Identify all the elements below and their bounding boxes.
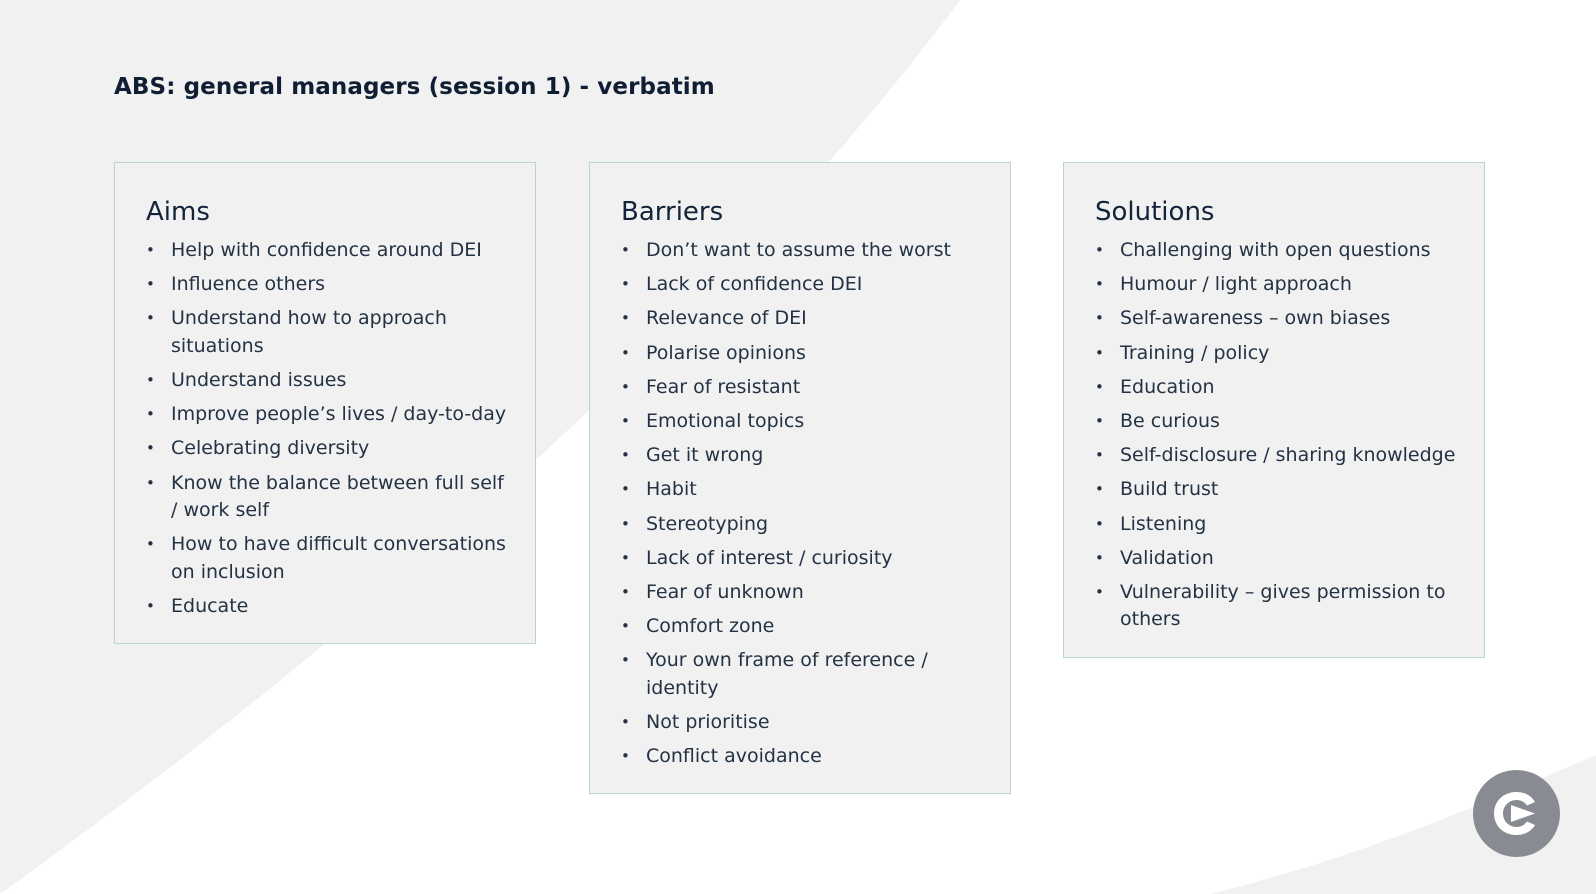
list-item: • Training / policy <box>1095 340 1464 368</box>
list-item: • Get it wrong <box>621 442 990 470</box>
list-item: • Validation <box>1095 545 1464 573</box>
solutions-heading: Solutions <box>1095 197 1215 227</box>
solutions-list <box>1095 237 1464 634</box>
list-item: • Understand how to approach situations <box>146 305 515 360</box>
aims-card <box>114 162 536 644</box>
list-item: • Fear of unknown <box>621 579 990 607</box>
list-item: • Don’t want to assume the worst <box>621 237 990 265</box>
brand-logo-icon <box>1473 770 1560 857</box>
list-item: • Self-awareness – own biases <box>1095 305 1464 333</box>
list-item: • Lack of confidence DEI <box>621 271 990 299</box>
list-item: • Influence others <box>146 271 515 299</box>
list-item: • Self-disclosure / sharing knowledge <box>1095 442 1464 470</box>
list-item: • Lack of interest / curiosity <box>621 545 990 573</box>
list-item: • Challenging with open questions <box>1095 237 1464 265</box>
list-item: • Comfort zone <box>621 613 990 641</box>
list-item: • Conflict avoidance <box>621 743 990 771</box>
list-item: • Listening <box>1095 511 1464 539</box>
list-item: • Emotional topics <box>621 408 990 436</box>
solutions-card <box>1063 162 1485 658</box>
list-item: • How to have difficult conversations on inclusion <box>146 531 515 586</box>
aims-list <box>146 237 515 621</box>
list-item: • Education <box>1095 374 1464 402</box>
list-item: • Not prioritise <box>621 709 990 737</box>
page-title: ABS: general managers (session 1) - verbatim <box>114 74 715 100</box>
list-item: • Understand issues <box>146 367 515 395</box>
list-item: • Build trust <box>1095 476 1464 504</box>
barriers-card <box>589 162 1011 794</box>
list-item: • Humour / light approach <box>1095 271 1464 299</box>
list-item: • Habit <box>621 476 990 504</box>
barriers-heading: Barriers <box>621 197 724 227</box>
list-item: • Improve people’s lives / day-to-day <box>146 401 515 429</box>
list-item: • Be curious <box>1095 408 1464 436</box>
list-item: • Help with confidence around DEI <box>146 237 515 265</box>
list-item: • Polarise opinions <box>621 340 990 368</box>
list-item: • Celebrating diversity <box>146 435 515 463</box>
list-item: • Educate <box>146 593 515 621</box>
aims-heading: Aims <box>146 197 210 227</box>
list-item: • Your own frame of reference / identity <box>621 647 990 702</box>
list-item: • Vulnerability – gives permission to others <box>1095 579 1464 634</box>
list-item: • Stereotyping <box>621 511 990 539</box>
list-item: • Relevance of DEI <box>621 305 990 333</box>
list-item: • Know the balance between full self / work self <box>146 470 515 525</box>
list-item: • Fear of resistant <box>621 374 990 402</box>
barriers-list <box>621 237 990 771</box>
